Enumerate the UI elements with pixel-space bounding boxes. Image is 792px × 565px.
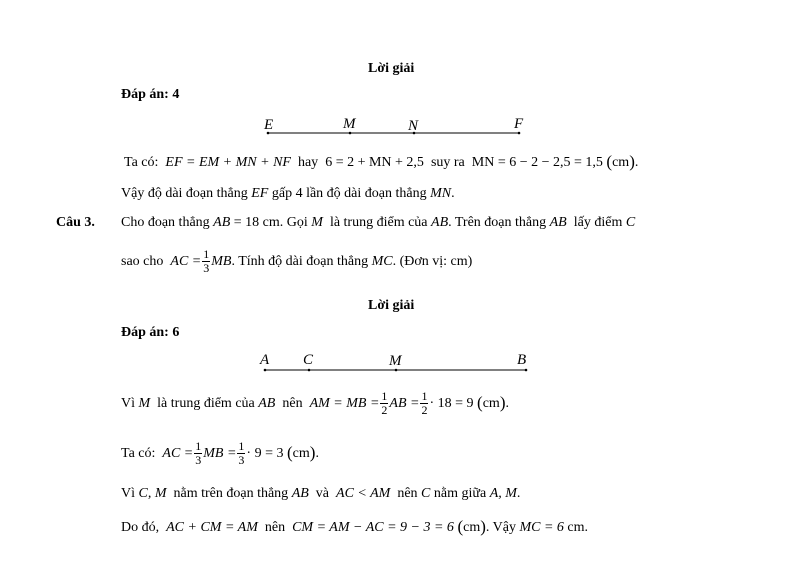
fraction-denominator: 3 — [203, 261, 210, 276]
text-ta-co: Ta có: — [124, 155, 159, 170]
point-e-label: E — [264, 117, 274, 133]
point-n-label: N — [408, 118, 419, 134]
s2l3-var-cm: C, M — [138, 486, 167, 501]
solution-2-line-4: Do đó, AC + CM = AM nên CM = AM − AC = 9 − 3 = 6 (cm). Vậy MC = 6 cm. — [121, 517, 589, 536]
solution-2-line-1: Vì M là trung điểm của AB nên AM = MB = $\frac{1}{2}$ AB = $\frac{1}{2}$ · 18 = 9 (cm). — [121, 389, 509, 418]
q-text-5: lấy điểm — [573, 215, 623, 230]
s2l3-text-2: nằm trên đoạn thẳng — [173, 486, 289, 501]
point-a-dot — [264, 369, 267, 372]
s2l1-text-1: Vì — [121, 396, 135, 411]
period: . — [505, 396, 509, 411]
point-f-label: F — [514, 116, 524, 132]
equation-mn-result: MN = 6 − 2 − 2,5 = 1,5 — [471, 155, 603, 170]
fraction-half-1 — [380, 390, 388, 417]
fraction-numerator: 1 — [203, 247, 210, 262]
s2l2-eq-result: · 9 = 3 — [246, 446, 284, 461]
point-a-label: A — [260, 352, 270, 368]
solution-heading-2: Lời giải — [368, 298, 415, 313]
point-b-label: B — [517, 352, 527, 368]
q-var-ab: AB — [213, 215, 231, 230]
fraction-third-1 — [194, 440, 202, 467]
s2l4-eq-sum: AC + CM = AM — [166, 520, 258, 535]
period: . — [451, 186, 455, 201]
point-c-label: C — [303, 352, 314, 368]
solution-heading-1: Lời giải — [368, 61, 415, 76]
fraction-numerator: 1 — [421, 389, 428, 404]
s2l4-eq-mc: MC = 6 — [519, 520, 564, 535]
conclusion-text-1: Vậy độ dài đoạn thẳng — [121, 186, 248, 201]
fraction-numerator: 1 — [381, 389, 388, 404]
s2l2-text-1: Ta có: — [121, 446, 156, 461]
unit-cm: cm — [463, 520, 481, 535]
s2l1-var-m: M — [138, 396, 151, 411]
question-label: Câu 3. — [56, 215, 95, 230]
s2l4-text-3: . Vậy — [485, 520, 516, 535]
s2l4-text-4: cm. — [567, 520, 589, 535]
q2-text-3: . (Đơn vị: cm) — [392, 254, 473, 269]
s2l2-eq-mb: MB = — [203, 446, 237, 461]
solution-2-line-3 — [121, 487, 520, 501]
s2l2-eq-ac: AC = — [162, 446, 194, 461]
q-var-c: C — [625, 215, 636, 230]
s2l3-var-c: C — [421, 486, 431, 501]
q-text-1: Cho đoạn thẳng — [121, 215, 210, 230]
text-suy-ra: suy ra — [430, 155, 465, 170]
solution-1-line-1: Ta có: EF = EM + MN + NF hay 6 = 2 + MN + 2,5 suy ra MN = 6 − 2 − 2,5 = 1,5 (cm). — [124, 152, 639, 171]
point-c-dot — [308, 369, 311, 372]
fraction-numerator: 1 — [238, 439, 245, 454]
text-hay: hay — [297, 155, 319, 170]
s2l3-text-4: nên — [397, 486, 418, 501]
equation-substituted: 6 = 2 + MN + 2,5 — [325, 155, 424, 170]
q-var-m: M — [311, 215, 323, 230]
var-mn: MN — [430, 186, 452, 201]
s2l3-var-ab: AB — [291, 486, 309, 501]
point-b-dot — [525, 369, 528, 372]
fraction-half-2 — [420, 390, 428, 417]
s2l1-text-2: là trung điểm của — [157, 396, 255, 411]
var-ef: EF — [251, 186, 269, 201]
s2l3-text-1: Vì — [121, 486, 135, 501]
s2l3-inequality: AC < AM — [336, 486, 391, 501]
answer-label-1: Đáp án: 4 — [121, 87, 180, 102]
s2l4-text-1: Do đó, — [121, 520, 160, 535]
point-m2-dot — [395, 369, 398, 372]
point-m2-label: M — [389, 353, 402, 369]
s2l1-eq-am-mb: AM = MB = — [309, 396, 380, 411]
fraction-numerator: 1 — [195, 439, 202, 454]
solution-2-line-2: Ta có: AC = $\frac{1}{3}$ MB = $\frac{1}{3}$ · 9 = 3 (cm). — [121, 439, 319, 468]
s2l4-text-2: nên — [264, 520, 286, 535]
unit-cm: cm — [292, 446, 310, 461]
answer-label-2: Đáp án: 6 — [121, 325, 180, 340]
s2l1-var-ab: AB — [258, 396, 276, 411]
q2-text-2: . Tính độ dài đoạn thẳng — [231, 254, 369, 269]
q-var-ab-2: AB — [431, 215, 449, 230]
conclusion-text-2: gấp 4 lần độ dài đoạn thẳng — [271, 186, 427, 201]
s2l1-eq-ab: AB = — [389, 396, 420, 411]
fraction-denominator: 2 — [421, 403, 428, 418]
s2l3-text-5: nằm giữa — [433, 486, 487, 501]
q-text-2: = 18 cm. Gọi — [233, 215, 308, 230]
fraction-denominator: 3 — [195, 453, 202, 468]
s2l3-var-am: A, M — [489, 486, 517, 501]
s2l1-eq-result: · 18 = 9 — [429, 396, 474, 411]
point-m-label: M — [343, 116, 356, 132]
fraction-denominator: 2 — [381, 403, 388, 418]
period: . — [315, 446, 319, 461]
q2-var-mc: MC — [371, 254, 393, 269]
fraction-denominator: 3 — [238, 453, 245, 468]
s2l4-eq-cm: CM = AM − AC = 9 − 3 = 6 — [292, 520, 454, 535]
s2l1-text-3: nên — [282, 396, 303, 411]
s2l3-text-3: và — [315, 486, 330, 501]
equation-ef-sum: EF = EM + MN + NF — [165, 155, 291, 170]
q-var-ab-3: AB — [549, 215, 567, 230]
unit-cm: cm — [612, 155, 630, 170]
q-text-3: là trung điểm của — [329, 215, 428, 230]
q-text-4: . Trên đoạn thẳng — [448, 215, 547, 230]
q2-text-1: sao cho — [121, 254, 164, 269]
q2-lhs: AC = — [170, 254, 202, 269]
period: . — [516, 486, 521, 501]
unit-cm: cm — [482, 396, 500, 411]
q2-var-mb: MB — [211, 254, 232, 269]
fraction-third-2 — [237, 440, 245, 467]
